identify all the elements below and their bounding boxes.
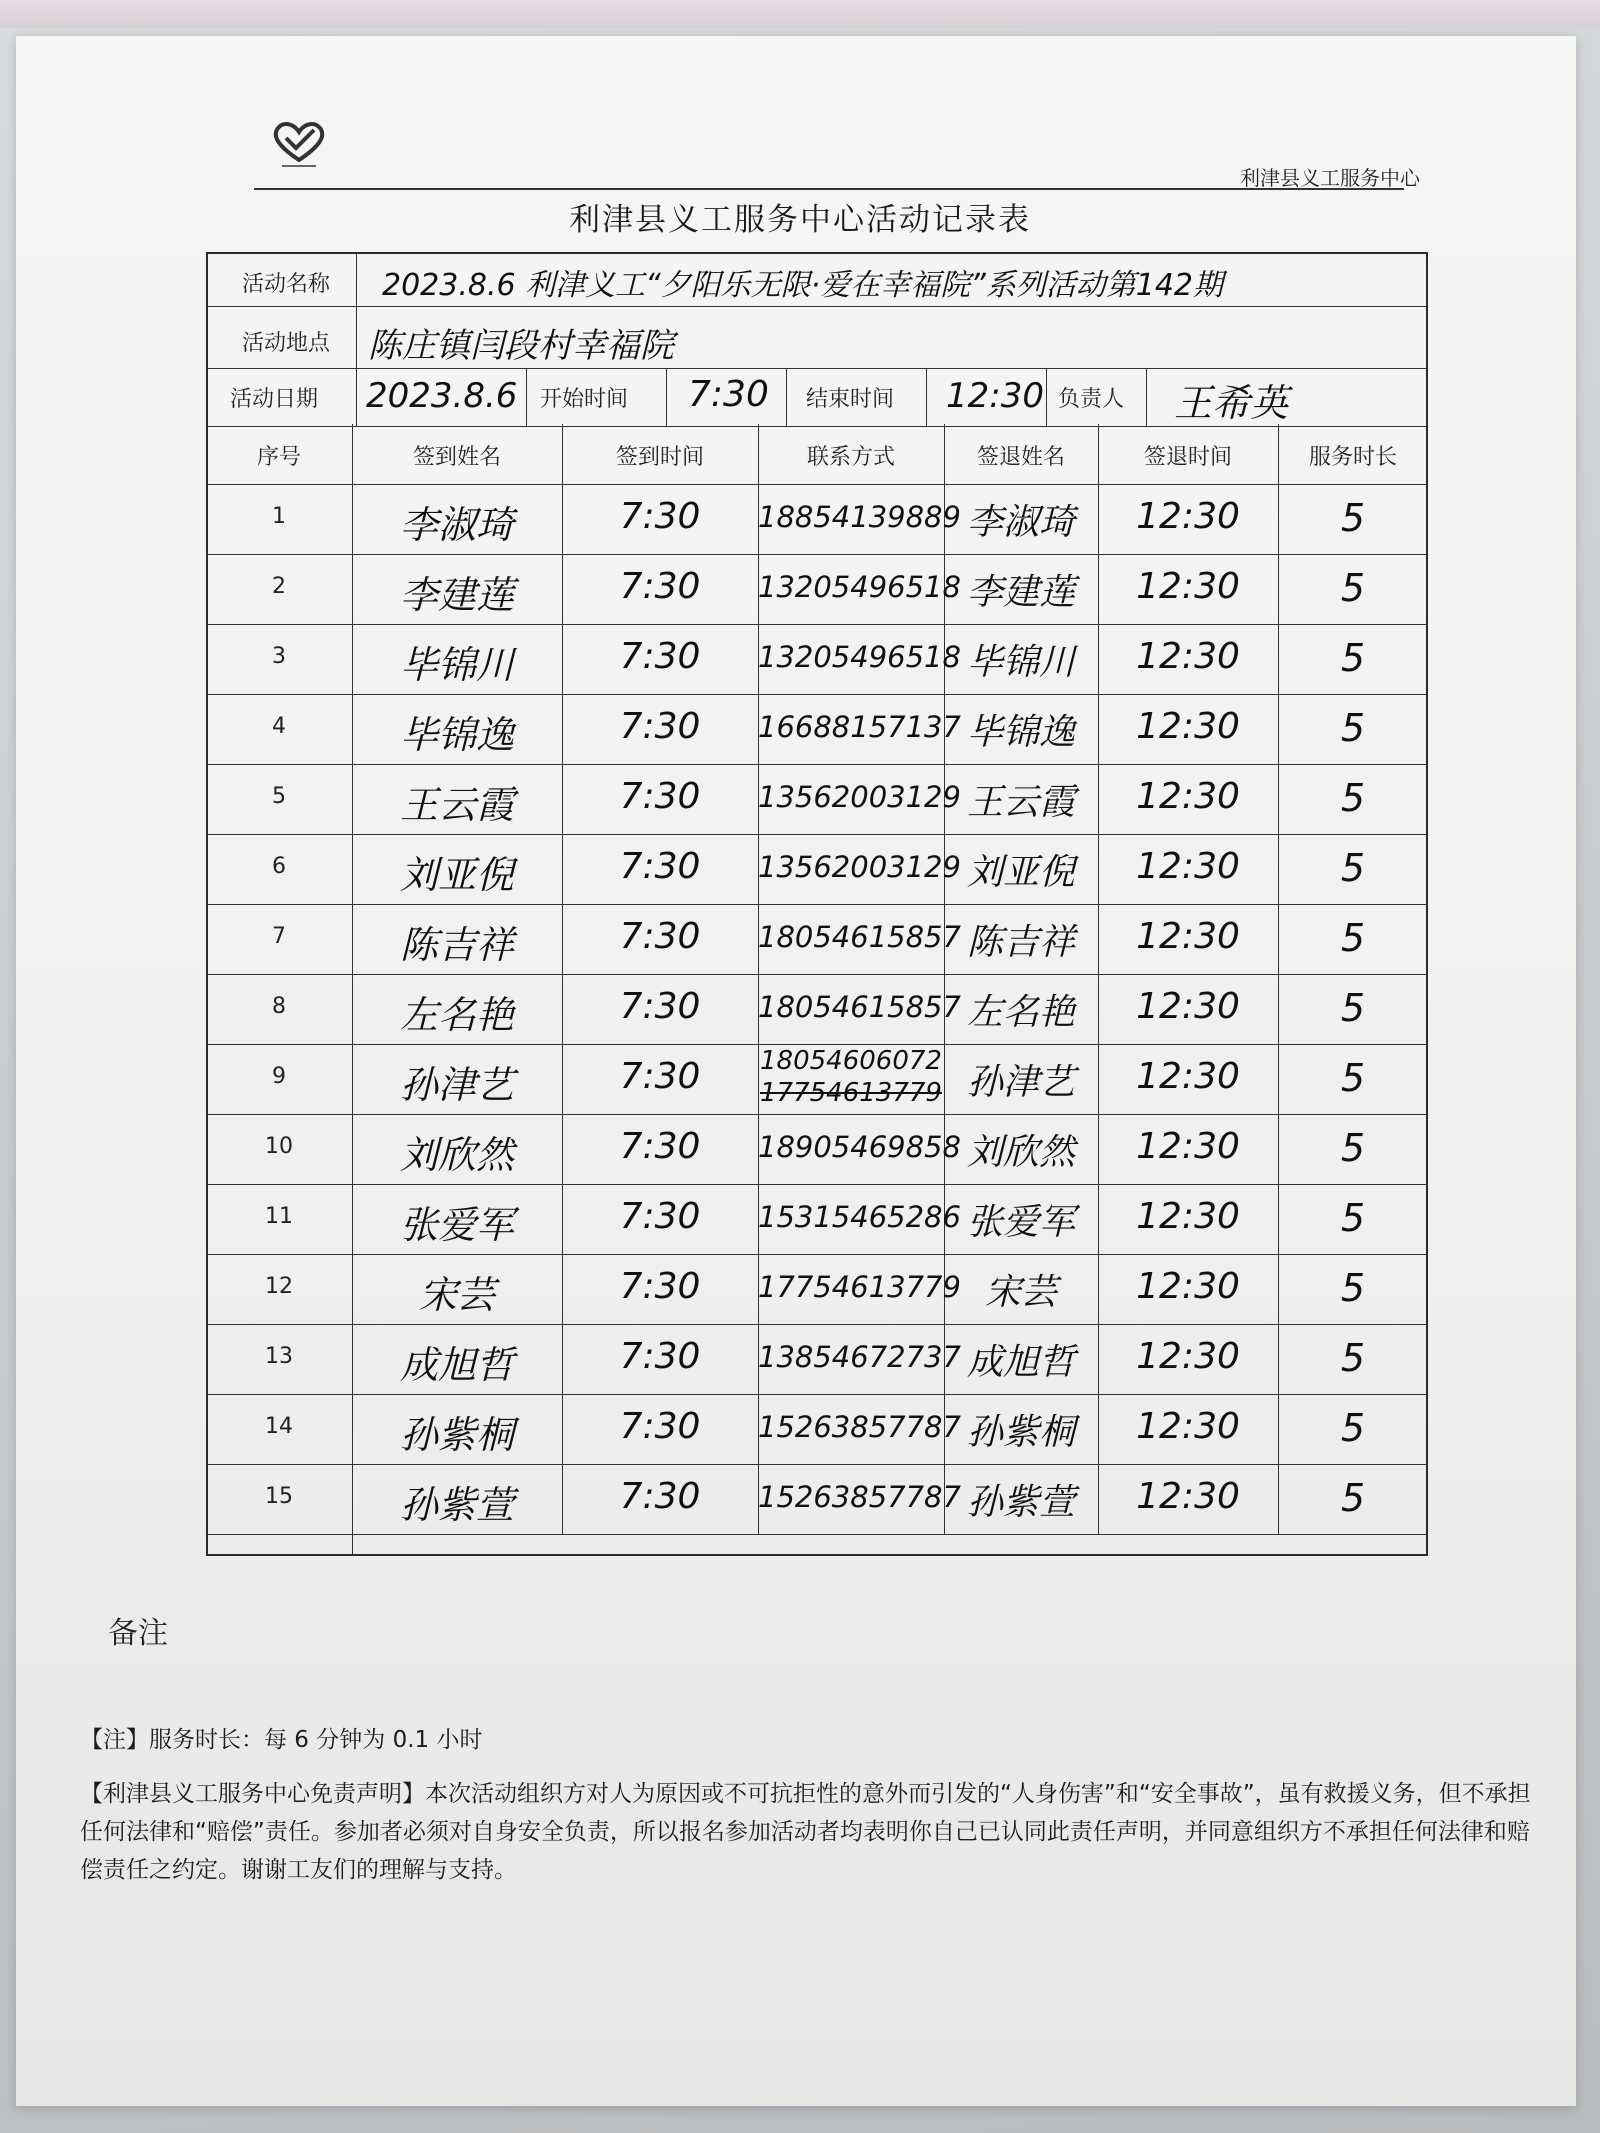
row-divider — [206, 624, 1428, 625]
row-divider — [206, 1044, 1428, 1045]
sign-out-time: 12:30 — [1136, 496, 1240, 537]
cell-divider — [666, 368, 667, 426]
start-time-label: 开始时间 — [540, 387, 629, 412]
sign-out-name: 王云霞 — [966, 782, 1075, 823]
cell-divider — [1146, 368, 1147, 426]
cell-divider — [786, 368, 787, 426]
sign-out-name: 张爱军 — [966, 1202, 1075, 1243]
contact-phone: 18054615857 — [758, 990, 961, 1024]
contact-phone-struck: 17754613779 — [760, 1078, 942, 1108]
sign-out-name: 陈吉祥 — [966, 922, 1075, 963]
sign-in-name: 陈吉祥 — [399, 923, 514, 967]
row-divider — [206, 554, 1428, 555]
sign-in-name: 刘欣然 — [399, 1133, 514, 1177]
row-divider — [206, 764, 1428, 765]
location-label: 活动地点 — [242, 331, 331, 356]
service-hours: 5 — [1340, 1406, 1366, 1450]
service-hours: 5 — [1340, 566, 1366, 610]
column-header: 联系方式 — [806, 445, 895, 470]
sign-in-time: 7:30 — [619, 496, 701, 537]
contact-phone: 16688157137 — [758, 710, 961, 744]
sign-out-time: 12:30 — [1136, 706, 1240, 747]
row-divider — [206, 1394, 1428, 1395]
sign-in-name: 刘亚倪 — [399, 853, 514, 897]
sign-in-name: 孙津艺 — [399, 1063, 514, 1107]
service-hours: 5 — [1340, 1476, 1366, 1520]
service-hours: 5 — [1340, 986, 1366, 1030]
contact-phone: 13205496518 — [758, 640, 961, 674]
sign-out-time: 12:30 — [1136, 846, 1240, 887]
contact-phone: 18054615857 — [758, 920, 961, 954]
row-divider — [208, 368, 1426, 369]
date-value: 2023.8.6 — [366, 376, 518, 416]
sign-in-name: 王云霞 — [399, 783, 514, 827]
row-divider — [206, 1114, 1428, 1115]
contact-phone: 18854139889 — [758, 500, 961, 534]
row-number: 12 — [265, 1274, 293, 1299]
sign-out-name: 毕锦川 — [966, 642, 1075, 683]
volunteer-heart-logo — [268, 118, 330, 170]
sign-in-name: 李建莲 — [399, 573, 514, 617]
contact-phone: 13562003129 — [758, 850, 961, 884]
column-header: 序号 — [256, 445, 301, 470]
sign-out-name: 宋芸 — [984, 1272, 1057, 1313]
leader-label: 负责人 — [1058, 387, 1125, 412]
sign-out-name: 孙津艺 — [966, 1062, 1075, 1103]
sign-out-name: 李建莲 — [966, 572, 1075, 613]
sign-in-time: 7:30 — [619, 776, 701, 817]
sign-in-name: 张爱军 — [399, 1203, 514, 1247]
sign-out-time: 12:30 — [1136, 916, 1240, 957]
column-header: 签退姓名 — [976, 445, 1065, 470]
leader-value: 王希英 — [1174, 381, 1289, 425]
row-divider — [206, 1254, 1428, 1255]
row-divider — [206, 834, 1428, 835]
contact-phone: 18905469858 — [758, 1130, 961, 1164]
sign-out-time: 12:30 — [1136, 1196, 1240, 1237]
service-hours: 5 — [1340, 1336, 1366, 1380]
row-number: 11 — [265, 1204, 293, 1229]
sign-out-time: 12:30 — [1136, 636, 1240, 677]
sign-in-name: 成旭哲 — [399, 1343, 514, 1387]
row-number: 3 — [272, 644, 286, 669]
sign-out-time: 12:30 — [1136, 1476, 1240, 1517]
row-number: 10 — [265, 1134, 293, 1159]
sign-in-time: 7:30 — [619, 916, 701, 957]
sign-out-name: 孙紫萱 — [966, 1482, 1075, 1523]
sign-out-time: 12:30 — [1136, 1336, 1240, 1377]
end-time-value: 12:30 — [946, 376, 1044, 416]
date-label: 活动日期 — [230, 387, 319, 412]
service-hours: 5 — [1340, 496, 1366, 540]
column-header: 签到姓名 — [412, 445, 501, 470]
contact-phone: 18054606072 — [760, 1046, 942, 1076]
sign-in-time: 7:30 — [619, 1126, 701, 1167]
row-number: 15 — [265, 1484, 293, 1509]
service-hours: 5 — [1340, 916, 1366, 960]
sign-out-name: 刘欣然 — [966, 1132, 1075, 1173]
row-number: 4 — [272, 714, 286, 739]
sign-in-name: 孙紫桐 — [399, 1413, 514, 1457]
contact-phone: 13854672737 — [758, 1340, 961, 1374]
sign-out-name: 孙紫桐 — [966, 1412, 1075, 1453]
sign-out-name: 毕锦逸 — [966, 712, 1075, 753]
contact-phone: 13562003129 — [758, 780, 961, 814]
column-header: 签到时间 — [615, 445, 704, 470]
row-number: 7 — [272, 924, 286, 949]
row-number: 2 — [272, 574, 286, 599]
sign-out-name: 成旭哲 — [966, 1342, 1075, 1383]
row-number: 8 — [272, 994, 286, 1019]
row-number: 6 — [272, 854, 286, 879]
cell-divider — [926, 368, 927, 426]
row-number: 1 — [272, 504, 286, 529]
row-divider — [206, 904, 1428, 905]
header-rule — [254, 184, 1404, 190]
service-hours-note: 【注】服务时长：每 6 分钟为 0.1 小时 — [80, 1727, 483, 1753]
service-hours: 5 — [1340, 1056, 1366, 1100]
sign-out-name: 李淑琦 — [966, 502, 1075, 543]
sign-in-time: 7:30 — [619, 1196, 701, 1237]
sign-in-time: 7:30 — [619, 1406, 701, 1447]
sign-in-name: 孙紫萱 — [399, 1483, 514, 1527]
sign-in-time: 7:30 — [619, 1476, 701, 1517]
header-divider — [206, 484, 1428, 485]
row-number: 9 — [272, 1064, 286, 1089]
sign-out-time: 12:30 — [1136, 1126, 1240, 1167]
row-divider — [206, 1324, 1428, 1325]
contact-phone: 15263857787 — [758, 1480, 961, 1514]
sign-in-time: 7:30 — [619, 636, 701, 677]
sign-in-time: 7:30 — [619, 1056, 701, 1097]
sign-out-name: 左名艳 — [966, 992, 1075, 1033]
location-value: 陈庄镇闫段村幸福院 — [368, 326, 674, 366]
sign-in-time: 7:30 — [619, 566, 701, 607]
start-time-value: 7:30 — [688, 374, 769, 415]
sign-out-time: 12:30 — [1136, 1056, 1240, 1097]
sign-in-time: 7:30 — [619, 1266, 701, 1307]
service-hours: 5 — [1340, 1196, 1366, 1240]
service-hours: 5 — [1340, 1266, 1366, 1310]
row-divider — [206, 1184, 1428, 1185]
cell-divider — [526, 368, 527, 426]
sign-in-time: 7:30 — [619, 846, 701, 887]
contact-phone: 15263857787 — [758, 1410, 961, 1444]
sign-in-name: 宋芸 — [418, 1273, 495, 1317]
service-hours: 5 — [1340, 846, 1366, 890]
service-hours: 5 — [1340, 636, 1366, 680]
service-hours: 5 — [1340, 706, 1366, 750]
contact-phone: 15315465286 — [758, 1200, 961, 1234]
sign-out-name: 刘亚倪 — [966, 852, 1075, 893]
remarks-divider — [352, 1534, 353, 1556]
column-header: 服务时长 — [1308, 445, 1397, 470]
sign-out-time: 12:30 — [1136, 776, 1240, 817]
service-hours: 5 — [1340, 1126, 1366, 1170]
row-divider — [206, 1464, 1428, 1465]
column-header: 签退时间 — [1143, 445, 1232, 470]
sign-out-time: 12:30 — [1136, 1406, 1240, 1447]
sign-in-name: 李淑琦 — [399, 503, 514, 547]
contact-phone: 13205496518 — [758, 570, 961, 604]
sign-out-time: 12:30 — [1136, 1266, 1240, 1307]
service-hours: 5 — [1340, 776, 1366, 820]
document-title: 利津县义工服务中心活动记录表 — [569, 202, 1031, 238]
end-time-label: 结束时间 — [806, 387, 895, 412]
org-name: 利津县义工服务中心 — [1240, 166, 1420, 190]
disclaimer-text: 【利津县义工服务中心免责声明】本次活动组织方对人为原因或不可抗拒性的意外而引发的“人身伤害”和“安全事故”，虽有救援义务，但不承担任何法律和“赔偿”责任。参加者必须对自身安全负责，所以报名参加活动者均表明你自己已认同此责任声明，并同意组织方不承担任何法律和赔偿责任之约定。谢谢工友们的理解与支持。 — [80, 1781, 1531, 1883]
sign-in-time: 7:30 — [619, 986, 701, 1027]
remarks-label: 备注 — [108, 1616, 168, 1651]
sign-in-time: 7:30 — [619, 1336, 701, 1377]
row-divider — [206, 694, 1428, 695]
label-divider — [356, 254, 357, 426]
row-divider — [208, 306, 1426, 307]
row-divider — [206, 1534, 1428, 1535]
sign-in-name: 毕锦逸 — [399, 713, 514, 757]
activity-name-label: 活动名称 — [242, 272, 331, 297]
sign-out-time: 12:30 — [1136, 986, 1240, 1027]
desk-top-strip — [0, 0, 1600, 28]
sign-in-name: 左名艳 — [399, 993, 514, 1037]
row-number: 5 — [272, 784, 286, 809]
sign-in-name: 毕锦川 — [399, 643, 514, 687]
contact-phone: 17754613779 — [758, 1270, 961, 1304]
sign-out-time: 12:30 — [1136, 566, 1240, 607]
activity-name-value: 2023.8.6 利津义工“夕阳乐无限·爱在幸福院”系列活动第142期 — [382, 268, 1224, 303]
row-number: 14 — [265, 1414, 293, 1439]
row-divider — [206, 974, 1428, 975]
row-number: 13 — [265, 1344, 293, 1369]
sign-in-time: 7:30 — [619, 706, 701, 747]
cell-divider — [1046, 368, 1047, 426]
